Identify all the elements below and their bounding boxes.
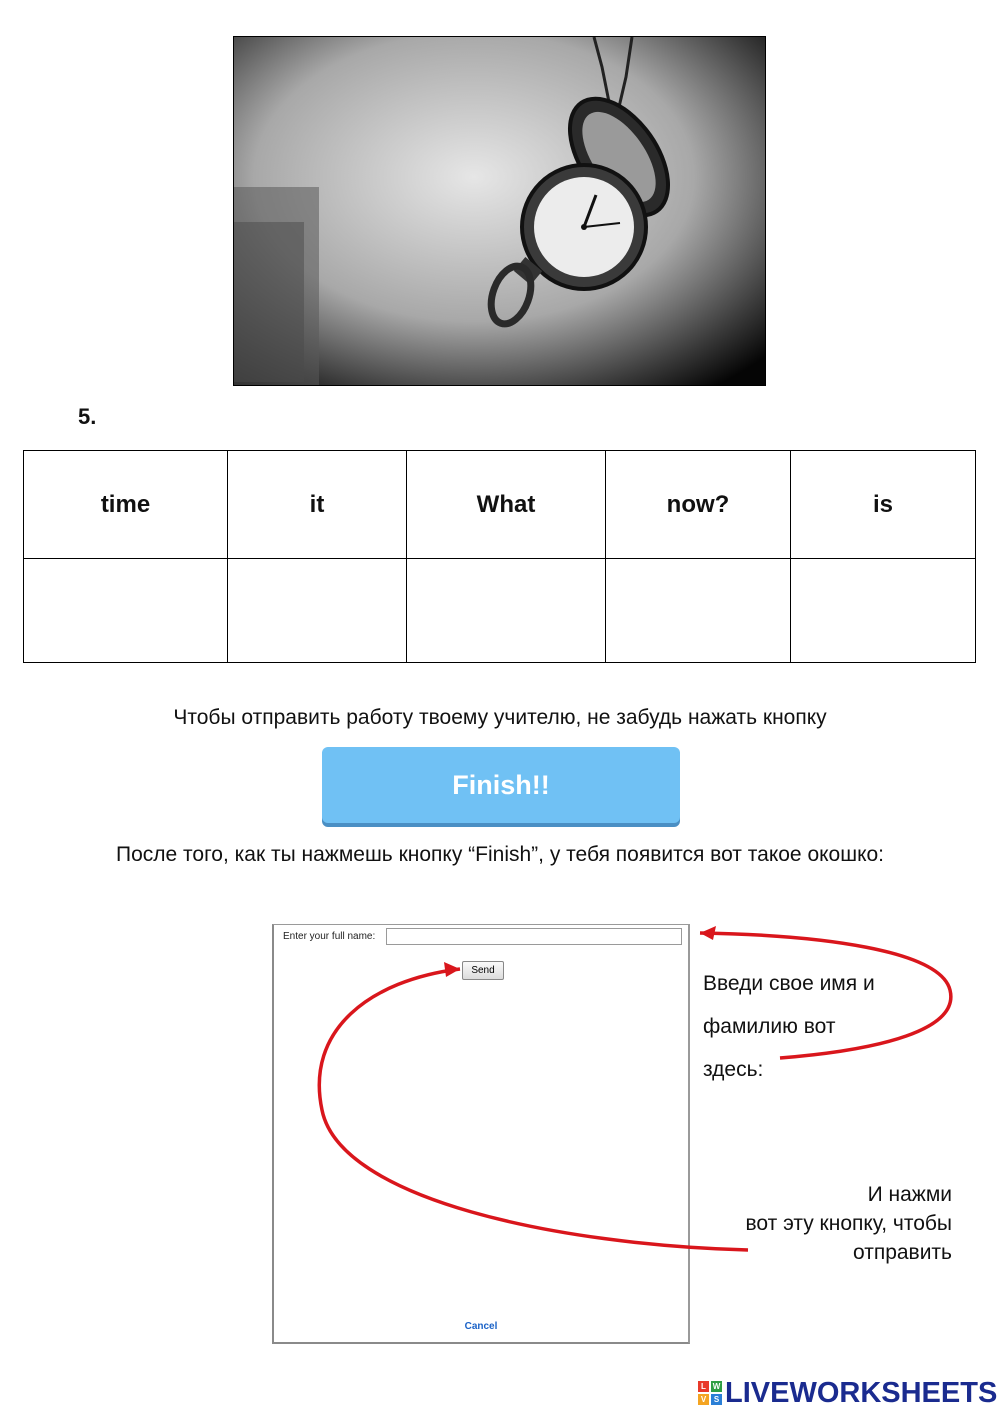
answer-row bbox=[24, 559, 976, 663]
hint-line: И нажми bbox=[867, 1183, 952, 1206]
word-cell: What bbox=[407, 451, 606, 559]
logo-mark-tile: L bbox=[698, 1381, 709, 1392]
cancel-link[interactable]: Cancel bbox=[464, 1321, 498, 1332]
answer-drop-cell[interactable] bbox=[791, 559, 976, 663]
answer-drop-cell[interactable] bbox=[606, 559, 791, 663]
hint-line: фамилию вот bbox=[703, 1015, 836, 1038]
word-cell: is bbox=[791, 451, 976, 559]
send-button[interactable]: Send bbox=[462, 961, 504, 980]
logo-mark-icon bbox=[698, 1381, 722, 1405]
hint-line: здесь: bbox=[703, 1058, 764, 1081]
answer-drop-cell[interactable] bbox=[407, 559, 606, 663]
full-name-input[interactable] bbox=[386, 928, 682, 945]
instruction-finish: Чтобы отправить работу твоему учителю, не забудь нажать кнопку bbox=[173, 706, 827, 729]
task-number: 5. bbox=[78, 404, 97, 429]
logo-text: LIVEWORKSHEETS bbox=[725, 1376, 998, 1409]
instruction-dialog: После того, как ты нажмешь кнопку “Finish”, у тебя появится вот такое окошко: bbox=[115, 843, 885, 866]
answer-drop-cell[interactable] bbox=[24, 559, 228, 663]
liveworksheets-logo[interactable] bbox=[698, 1378, 997, 1408]
pocket-watch-illustration bbox=[234, 37, 766, 386]
logo-mark-tile: V bbox=[698, 1394, 709, 1405]
name-field-hint bbox=[703, 962, 933, 1091]
send-button-hint bbox=[700, 1180, 952, 1267]
full-name-label: Enter your full name: bbox=[283, 931, 376, 942]
logo-mark-tile: W bbox=[712, 1382, 721, 1391]
pocket-watch-photo bbox=[233, 36, 766, 386]
word-cell: now? bbox=[606, 451, 791, 559]
send-dialog-example bbox=[272, 924, 690, 1344]
word-order-table bbox=[23, 450, 976, 663]
hint-line: вот эту кнопку, чтобы bbox=[745, 1212, 952, 1235]
answer-drop-cell[interactable] bbox=[228, 559, 407, 663]
arrow-head-name bbox=[700, 926, 716, 940]
hint-line: отправить bbox=[852, 1241, 952, 1264]
word-cell: time bbox=[24, 451, 228, 559]
hint-line: Введи свое имя и bbox=[703, 972, 875, 995]
word-cell: it bbox=[228, 451, 407, 559]
logo-mark-tile: S bbox=[711, 1394, 722, 1405]
word-row bbox=[24, 451, 976, 559]
finish-button[interactable]: Finish!! bbox=[322, 747, 680, 823]
